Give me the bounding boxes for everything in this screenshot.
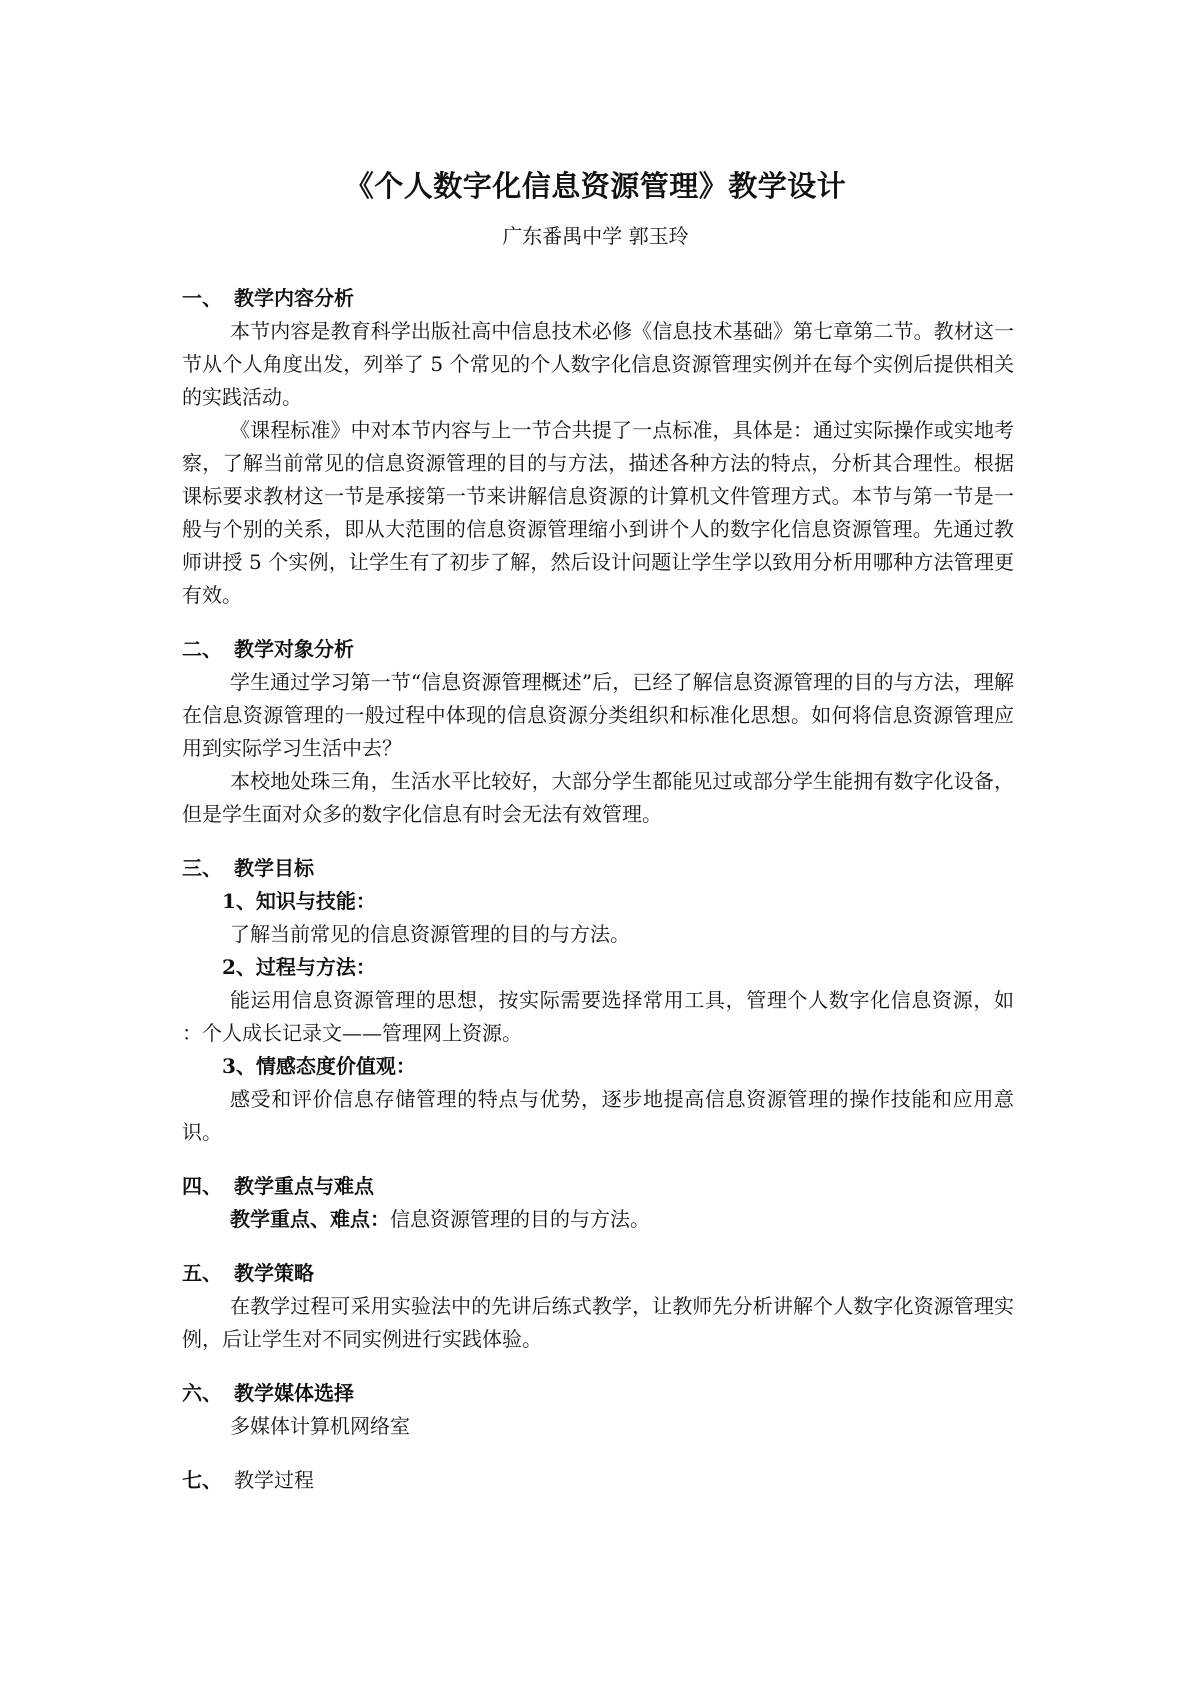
- document-author: 广东番禺中学 郭玉玲: [502, 224, 689, 248]
- key-points-text: 信息资源管理的目的与方法。: [390, 1207, 650, 1231]
- section-title: 教学重点与难点: [234, 1174, 374, 1198]
- paragraph: 本节内容是教育科学出版社高中信息技术必修《信息技术基础》第七章第二节。教材这一节从个人角度出发，列举了 5 个常见的个人数字化信息资源管理实例并在每个实例后提供相关的实践活动。: [182, 319, 1014, 409]
- section-number: 四、: [182, 1174, 222, 1198]
- paragraph: 学生通过学习第一节“信息资源管理概述”后，已经了解信息资源管理的目的与方法，理解在信息资源管理的一般过程中体现的信息资源分类组织和标准化思想。如何将信息资源管理应用到实际学习生活中去？: [182, 670, 1014, 760]
- section-title: 教学对象分析: [234, 637, 354, 661]
- media-text: 多媒体计算机网络室: [230, 1414, 410, 1438]
- section-heading: [182, 1464, 1014, 1497]
- paragraph: 《课程标准》中对本节内容与上一节合共提了一点标准，具体是：通过实际操作或实地考察，了解当前常见的信息资源管理的目的与方法，描述各种方法的特点，分析其合理性。根据课标要求教材这一节是承接第一节来讲解信息资源的计算机文件管理方式。本节与第一节是一般与个别的关系，即从大范围的信息资源管理缩小到讲个人的数字化信息资源管理。先通过教师讲授 5 个实例，让学生有了初步了解，然后设计问题让学生学以致用分析用哪种方法管理更有效。: [182, 418, 1014, 607]
- paragraph: 在教学过程可采用实验法中的先讲后练式教学，让教师先分析讲解个人数字化资源管理实例，后让学生对不同实例进行实践体验。: [182, 1294, 1014, 1351]
- section-heading: [182, 1257, 1014, 1290]
- section-heading: [182, 1170, 1014, 1203]
- section-number: 二、: [182, 637, 222, 661]
- paragraph: 本校地处珠三角，生活水平比较好，大部分学生都能见过或部分学生能拥有数字化设备，但是学生面对众多的数字化信息有时会无法有效管理。: [182, 769, 1014, 826]
- section-heading: [182, 633, 1014, 666]
- document-title: 《个人数字化信息资源管理》教学设计: [344, 169, 847, 203]
- section-number: 三、: [182, 856, 222, 880]
- section-teaching-goals: [182, 852, 1014, 1149]
- section-title: 教学媒体选择: [234, 1381, 354, 1405]
- section-title: 教学内容分析: [234, 286, 354, 310]
- goal-label-attitude: 3、情感态度价值观：: [222, 1054, 416, 1078]
- section-heading: [182, 282, 1014, 315]
- key-points-line: [182, 1203, 1014, 1236]
- goal-text-attitude: 感受和评价信息存储管理的特点与优势，逐步地提高信息资源管理的操作技能和应用意识。: [182, 1087, 1014, 1144]
- section-content-analysis: [182, 282, 1014, 612]
- section-key-points: [182, 1170, 1014, 1236]
- section-number: 五、: [182, 1261, 222, 1285]
- section-title: 教学过程: [234, 1468, 314, 1492]
- section-title: 教学策略: [234, 1261, 314, 1285]
- goal-text-knowledge: 了解当前常见的信息资源管理的目的与方法。: [230, 922, 630, 946]
- section-number: 六、: [182, 1381, 222, 1405]
- section-number: 七、: [182, 1468, 222, 1492]
- section-title: 教学目标: [234, 856, 314, 880]
- document-body: [182, 282, 1014, 1497]
- section-teaching-process: [182, 1464, 1014, 1497]
- section-number: 一、: [182, 286, 222, 310]
- section-media-selection: [182, 1377, 1014, 1443]
- goal-label-knowledge: 1、知识与技能：: [222, 889, 376, 913]
- key-points-label: 教学重点、难点：: [230, 1207, 390, 1231]
- goal-text-process: 能运用信息资源管理的思想，按实际需要选择常用工具，管理个人数字化信息资源，如 ：个人成长记录文——管理网上资源。: [182, 988, 1014, 1045]
- section-learner-analysis: [182, 633, 1014, 831]
- section-heading: [182, 852, 1014, 885]
- section-teaching-strategy: [182, 1257, 1014, 1356]
- section-heading: [182, 1377, 1014, 1410]
- goal-label-process: 2、过程与方法：: [222, 955, 376, 979]
